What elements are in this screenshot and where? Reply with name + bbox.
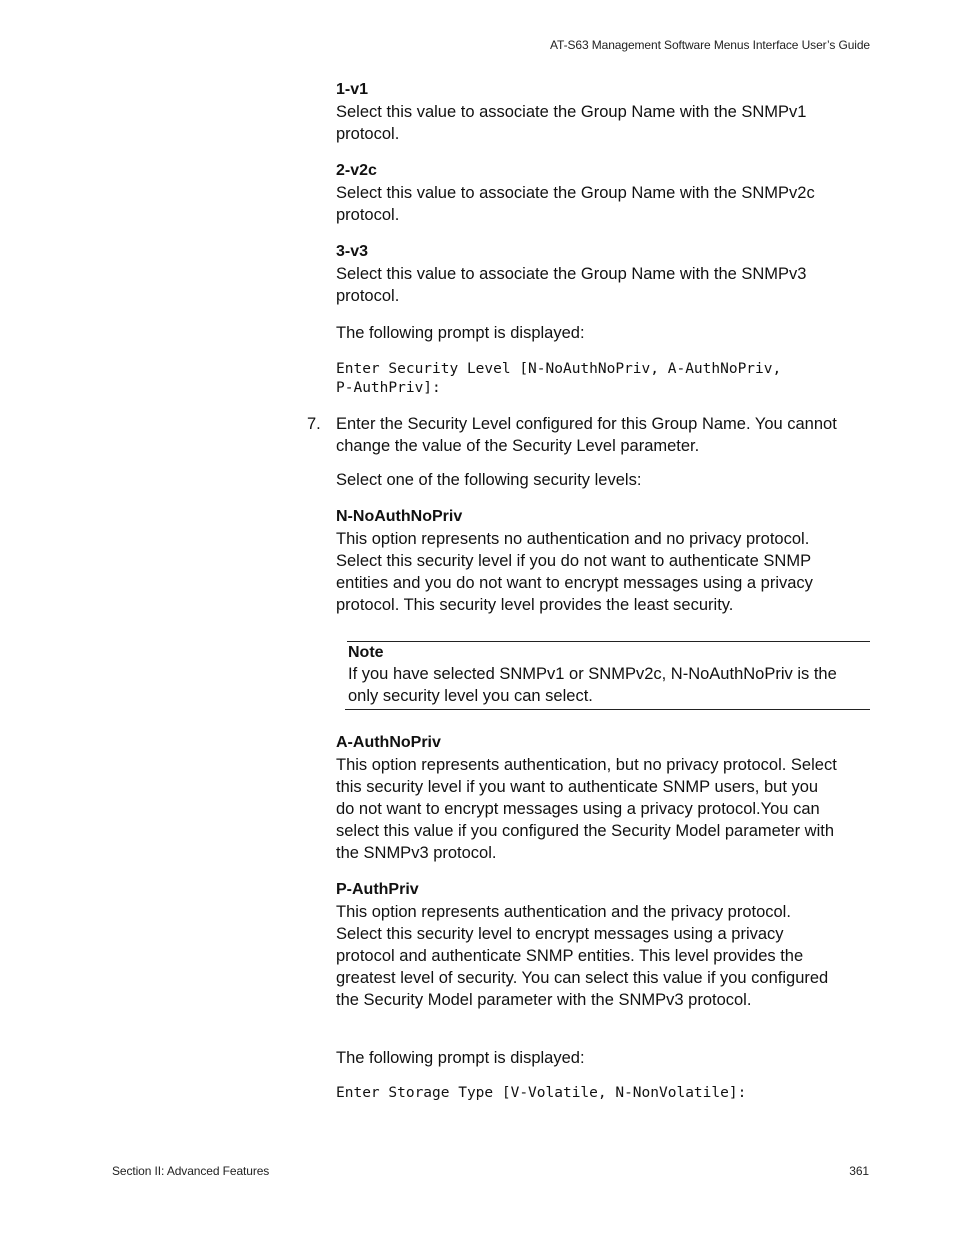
option-desc-v1: Select this value to associate the Group Name with the SNMPv1 protocol. bbox=[336, 103, 807, 143]
note-top-rule bbox=[347, 641, 870, 642]
footer-section: Section II: Advanced Features bbox=[112, 1164, 270, 1178]
page-number: 361 bbox=[849, 1164, 869, 1178]
option-term-v2c: 2-v2c bbox=[336, 162, 377, 179]
option-desc-authpriv: This option represents authentication and the privacy protocol. Select this security level to encrypt messages using a privacy protocol and authenticate SNMP entities. This level provides the greatest level of security. You can select this value if you configured the Security Model parameter with the SNMPv3 protocol. bbox=[336, 903, 829, 1009]
select-instruction: Select one of the following security levels: bbox=[336, 471, 642, 489]
option-desc-authnopriv: This option represents authentication, but no privacy protocol. Select this security level if you want to authenticate SNMP users, but you do not want to encrypt messages using a privacy protocol.You can select this value if you configured the Security Model parameter with the SNMPv3 protocol. bbox=[336, 756, 837, 862]
prompt-intro: The following prompt is displayed: bbox=[336, 324, 585, 342]
option-term-v3: 3-v3 bbox=[336, 243, 369, 260]
step-number: 7. bbox=[307, 415, 321, 433]
option-term-authnopriv: A-AuthNoPriv bbox=[336, 734, 441, 751]
running-header: AT-S63 Management Software Menus Interface User’s Guide bbox=[550, 38, 870, 52]
option-desc-v2c: Select this value to associate the Group Name with the SNMPv2c protocol. bbox=[336, 184, 815, 224]
code-line: P-AuthPriv]: bbox=[336, 379, 441, 396]
step-text: Enter the Security Level configured for this Group Name. You cannot change the value of the Security Level parameter. bbox=[336, 415, 837, 455]
note-title: Note bbox=[348, 644, 384, 661]
option-term-authpriv: P-AuthPriv bbox=[336, 881, 419, 898]
prompt-intro: The following prompt is displayed: bbox=[336, 1049, 585, 1067]
note-body: If you have selected SNMPv1 or SNMPv2c, N-NoAuthNoPriv is the only security level you can select. bbox=[348, 665, 837, 705]
option-term-v1: 1-v1 bbox=[336, 81, 369, 98]
note-bottom-rule bbox=[345, 709, 870, 710]
code-line: Enter Storage Type [V-Volatile, N-NonVolatile]: bbox=[336, 1085, 747, 1101]
option-term-noauthnopriv: N-NoAuthNoPriv bbox=[336, 508, 463, 525]
option-desc-noauthnopriv: This option represents no authentication and no privacy protocol. Select this security level if you do not want to authenticate SNMP entities and you do not want to encrypt messages using a privacy protocol. This security level provides the least security. bbox=[336, 530, 813, 614]
option-desc-v3: Select this value to associate the Group Name with the SNMPv3 protocol. bbox=[336, 265, 807, 305]
code-line: Enter Security Level [N-NoAuthNoPriv, A-AuthNoPriv, bbox=[336, 361, 782, 377]
